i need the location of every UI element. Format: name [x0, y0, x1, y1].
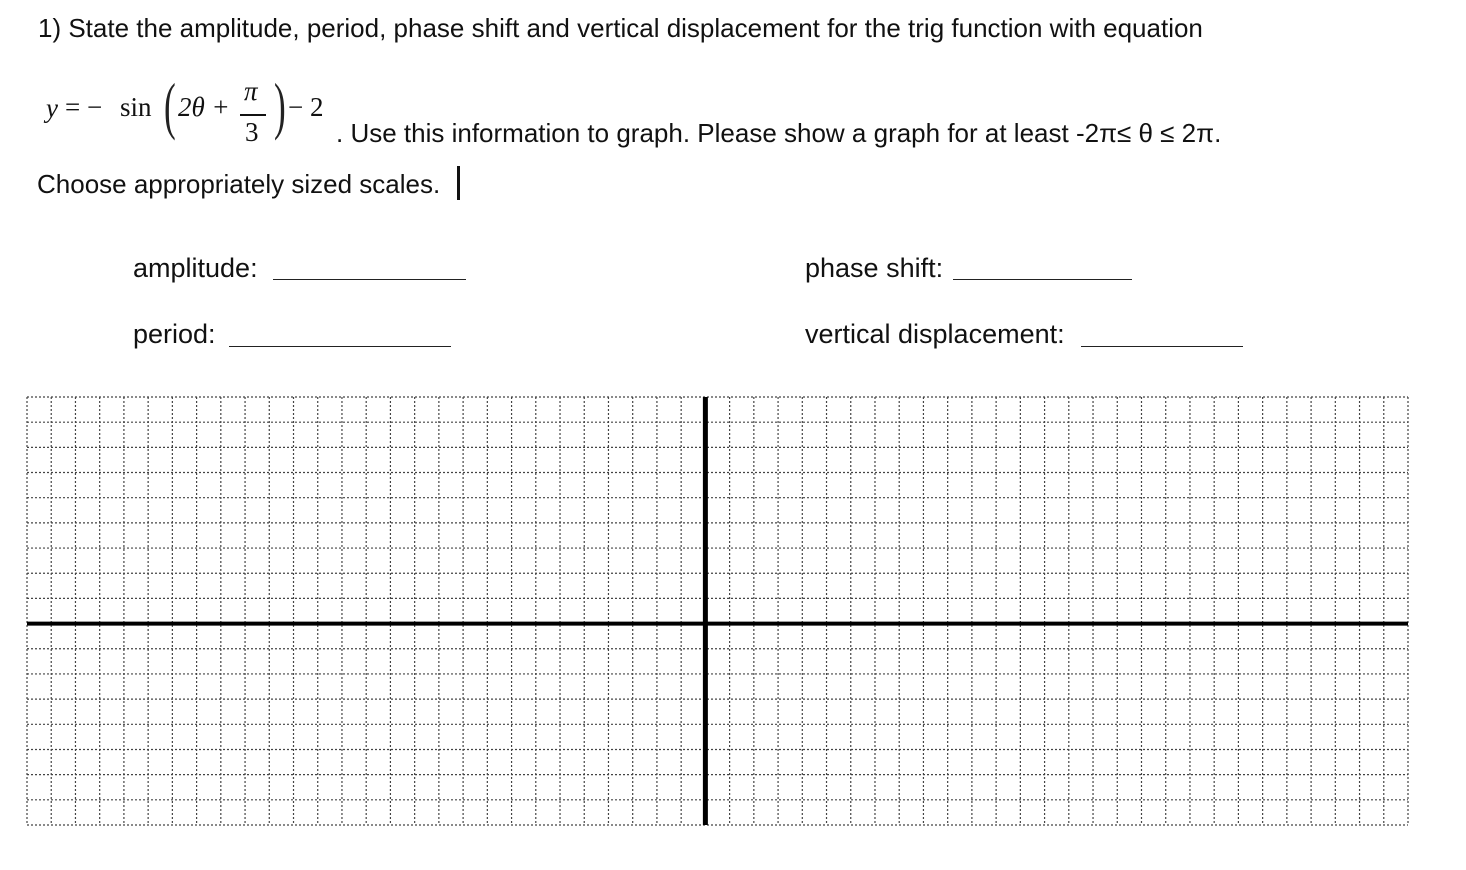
phase-shift-label: phase shift: — [805, 253, 944, 283]
fraction-numerator: π — [244, 76, 258, 106]
period-label: period: — [133, 319, 216, 349]
left-paren: ( — [164, 70, 176, 141]
equation-constant: − 2 — [288, 92, 324, 122]
vertical-displacement-label: vertical displacement: — [805, 319, 1065, 349]
equation-lhs: y — [46, 93, 58, 123]
equation-sin: sin — [120, 92, 152, 122]
equation-inner: 2θ + — [178, 92, 230, 122]
question-line-2: . Use this information to graph. Please show a graph for at least -2π≤ θ ≤ 2π. — [336, 118, 1222, 148]
question-line-1: 1) State the amplitude, period, phase shift and vertical displacement for the trig function with equation — [38, 13, 1203, 43]
grid-lines — [27, 397, 1408, 825]
fraction-denominator: 3 — [245, 117, 259, 147]
graph-axes — [27, 397, 1408, 825]
right-paren: ) — [274, 70, 286, 141]
amplitude-label: amplitude: — [133, 253, 258, 283]
question-line-3: Choose appropriately sized scales. — [37, 169, 441, 199]
equation-equals-minus: = − — [65, 92, 103, 122]
